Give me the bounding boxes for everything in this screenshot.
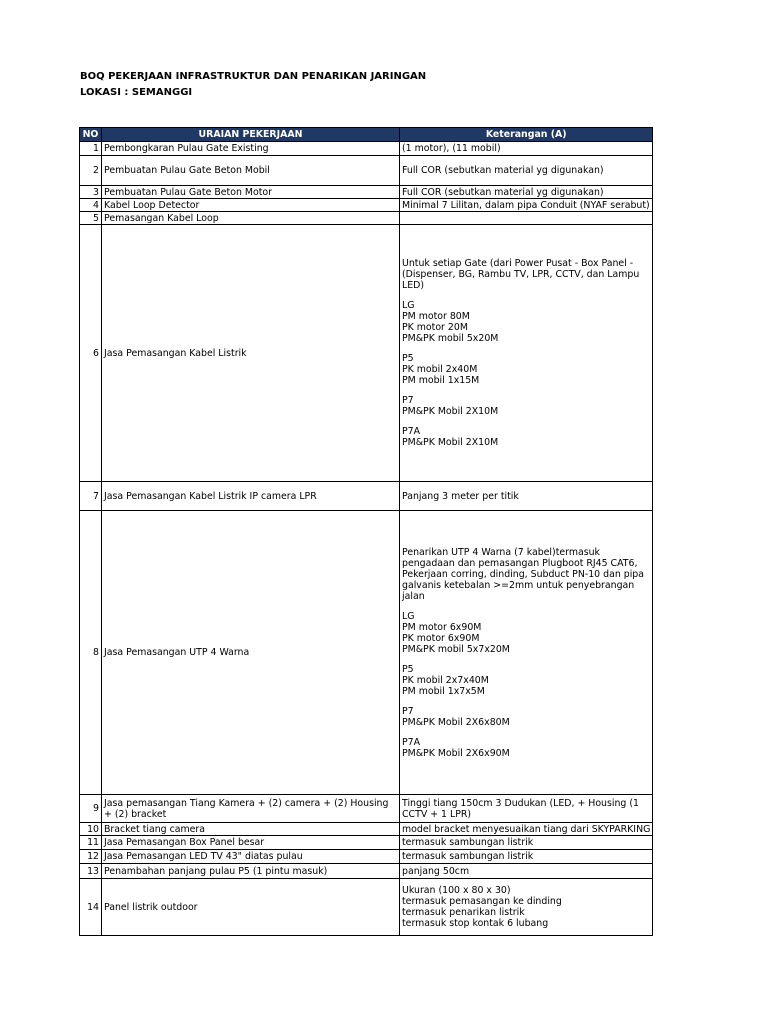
row-description: Pembuatan Pulau Gate Beton Motor — [102, 186, 400, 199]
row-keterangan: (1 motor), (11 mobil) — [400, 142, 653, 156]
keterangan-paragraph: P7 PM&PK Mobil 2X6x80M — [402, 705, 510, 728]
keterangan-paragraph: Ukuran (100 x 80 x 30) termasuk pemasangan ke dinding termasuk penarikan listrik termasuk stop kontak 6 lubang — [402, 885, 562, 929]
boq-table — [79, 127, 653, 936]
row-description: Jasa Pemasangan Box Panel besar — [102, 836, 400, 850]
row-description: Pemasangan Kabel Loop — [102, 212, 400, 225]
row-number: 2 — [80, 156, 102, 186]
row-number: 6 — [80, 225, 102, 482]
column-header-uraian: URAIAN PEKERJAAN — [102, 128, 400, 142]
table-header-row — [80, 128, 653, 142]
table-row — [80, 186, 653, 199]
row-description: Jasa Pemasangan LED TV 43" diatas pulau — [102, 850, 400, 864]
row-number: 12 — [80, 850, 102, 864]
row-description: Jasa Pemasangan UTP 4 Warna — [102, 511, 400, 795]
table-row — [80, 836, 653, 850]
keterangan-paragraph: P5 PK mobil 2x40M PM mobil 1x15M — [402, 353, 480, 386]
row-description: Jasa Pemasangan Kabel Listrik IP camera LPR — [102, 482, 400, 511]
keterangan-paragraph: LG PM motor 80M PK motor 20M PM&PK mobil 5x20M — [402, 300, 499, 344]
row-description: Panel listrik outdoor — [102, 879, 400, 936]
document-title: BOQ PEKERJAAN INFRASTRUKTUR DAN PENARIKAN JARINGAN — [80, 71, 427, 82]
keterangan-paragraph: Penarikan UTP 4 Warna (7 kabel)termasuk pengadaan dan pemasangan Plugboot RJ45 CAT6, Pekerjaan corring, dinding, Subduct PN-10 dan pipa galvanis ketebalan >=2mm untuk penyebrangan jalan — [402, 546, 644, 602]
row-number: 9 — [80, 795, 102, 823]
row-keterangan: Tinggi tiang 150cm 3 Dudukan (LED, + Housing (1 CCTV + 1 LPR) — [400, 795, 653, 823]
row-keterangan: model bracket menyesuaikan tiang dari SKYPARKING — [400, 823, 653, 836]
row-keterangan: panjang 50cm — [400, 864, 653, 879]
table-row — [80, 212, 653, 225]
row-number: 4 — [80, 199, 102, 212]
keterangan-paragraph: P7A PM&PK Mobil 2X10M — [402, 426, 499, 448]
row-description: Penambahan panjang pulau P5 (1 pintu masuk) — [102, 864, 400, 879]
location-label: LOKASI : SEMANGGI — [80, 87, 193, 98]
column-header-keterangan: Keterangan (A) — [400, 128, 653, 142]
row-number: 5 — [80, 212, 102, 225]
row-number: 3 — [80, 186, 102, 199]
row-description: Pembongkaran Pulau Gate Existing — [102, 142, 400, 156]
column-header-no: NO — [80, 128, 102, 142]
table-row — [80, 823, 653, 836]
table-row — [80, 142, 653, 156]
row-number: 10 — [80, 823, 102, 836]
row-keterangan: Minimal 7 Lilitan, dalam pipa Conduit (NYAF serabut) — [400, 199, 653, 212]
row-number: 13 — [80, 864, 102, 879]
row-description: Kabel Loop Detector — [102, 199, 400, 212]
table-row — [80, 225, 653, 482]
row-keterangan: Panjang 3 meter per titik — [400, 482, 653, 511]
row-number: 8 — [80, 511, 102, 795]
keterangan-paragraph: Untuk setiap Gate (dari Power Pusat - Box Panel - (Dispenser, BG, Rambu TV, LPR, CCTV, dan Lampu LED) — [402, 258, 640, 291]
keterangan-paragraph: P7A PM&PK Mobil 2X6x90M — [402, 736, 510, 759]
table-row — [80, 850, 653, 864]
keterangan-paragraph: P5 PK mobil 2x7x40M PM mobil 1x7x5M — [402, 663, 489, 697]
row-keterangan: Full COR (sebutkan material yg digunakan) — [400, 186, 653, 199]
keterangan-paragraph: LG PM motor 6x90M PK motor 6x90M PM&PK mobil 5x7x20M — [402, 610, 510, 655]
row-keterangan: termasuk sambungan listrik — [400, 836, 653, 850]
row-keterangan — [400, 212, 653, 225]
row-description: Bracket tiang camera — [102, 823, 400, 836]
row-number: 14 — [80, 879, 102, 936]
table-row — [80, 879, 653, 936]
row-keterangan — [400, 879, 653, 936]
row-number: 7 — [80, 482, 102, 511]
row-keterangan: Full COR (sebutkan material yg digunakan) — [400, 156, 653, 186]
table-row — [80, 511, 653, 795]
row-keterangan — [400, 511, 653, 795]
table-row — [80, 156, 653, 186]
table-row — [80, 199, 653, 212]
keterangan-paragraph: P7 PM&PK Mobil 2X10M — [402, 395, 499, 417]
table-row — [80, 864, 653, 879]
table-row — [80, 482, 653, 511]
table-row — [80, 795, 653, 823]
row-description: Pembuatan Pulau Gate Beton Mobil — [102, 156, 400, 186]
row-keterangan: termasuk sambungan listrik — [400, 850, 653, 864]
row-description: Jasa pemasangan Tiang Kamera + (2) camera + (2) Housing + (2) bracket — [102, 795, 400, 823]
row-keterangan — [400, 225, 653, 482]
row-number: 11 — [80, 836, 102, 850]
row-description: Jasa Pemasangan Kabel Listrik — [102, 225, 400, 482]
row-number: 1 — [80, 142, 102, 156]
